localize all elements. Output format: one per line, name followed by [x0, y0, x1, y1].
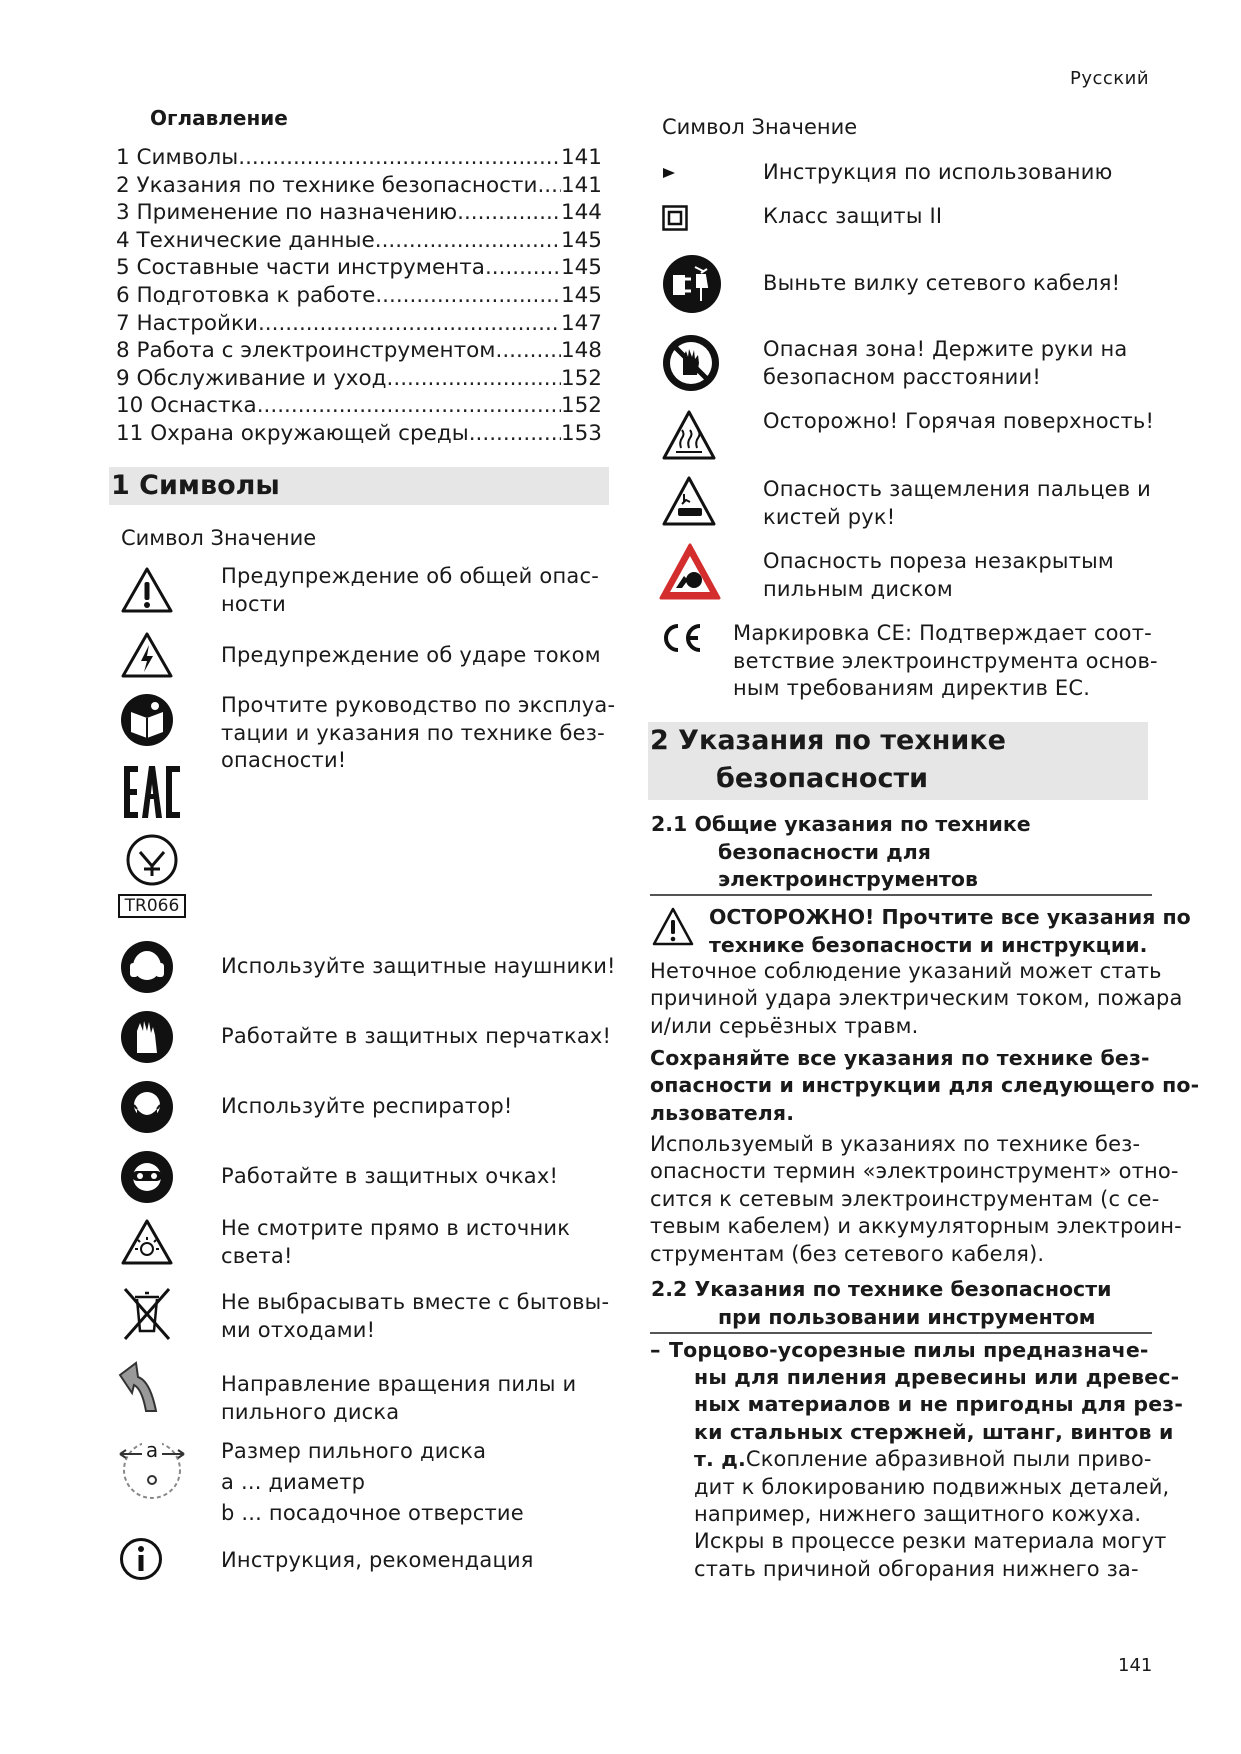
toc-entry-label: 10 Оснастка — [116, 393, 257, 419]
toc-entry-page: 144 — [560, 200, 602, 226]
general-warning-icon — [119, 563, 175, 619]
saw-blade-size-icon — [116, 1432, 188, 1504]
respirator-icon — [119, 1079, 175, 1135]
bullet-line-1: Торцово-усорезные пилы предназначе- — [669, 1338, 1149, 1362]
toc-entry-label: 6 Подготовка к работе — [116, 282, 376, 308]
toc-entry-label: 2 Указания по технике безопасности — [116, 172, 538, 198]
toc-entry[interactable] — [116, 254, 602, 282]
toc-title: Оглавление — [150, 106, 288, 130]
safety-goggles-icon — [119, 1149, 175, 1205]
toc-entry[interactable] — [116, 144, 602, 172]
tr066-label: TR066 — [118, 894, 186, 918]
toc-entry[interactable] — [116, 172, 602, 200]
bullet-body — [694, 1364, 1183, 1583]
toc-entry-page: 148 — [560, 338, 602, 364]
toc-entry-page: 147 — [560, 310, 602, 336]
paragraph: Неточное соблюдение указаний может стать причиной удара электрическим током, пожара и/или серьёзных травм. — [650, 959, 1183, 1038]
toc-entry-page: 141 — [560, 145, 602, 170]
bullet-bold-text: ны для пиления древесины или древес- ных материалов и не пригодны для рез- ки стальных стержней, штанг, винтов и т. д. — [694, 1365, 1184, 1472]
toc-entry-page: 153 — [560, 420, 602, 446]
protection-class-2-icon — [662, 205, 688, 231]
toc-entry[interactable] — [116, 282, 602, 310]
hot-surface-icon — [660, 408, 718, 462]
symbol-description: Не выбрасывать вместе с бытовы- ми отходами! — [221, 1290, 610, 1342]
toc-entry-label: 7 Настройки — [116, 310, 258, 336]
section-2-heading-line: 2 Указания по технике — [650, 725, 1006, 756]
ear-protection-icon — [119, 939, 175, 995]
toc-entry[interactable] — [116, 365, 602, 393]
warning-line: ОСТОРОЖНО! Прочтите все указания по — [709, 905, 1191, 929]
ce-mark-icon — [660, 622, 704, 654]
pinch-hazard-icon — [660, 474, 718, 528]
symbol-description: Опасность пореза незакрытым пильным диском — [763, 549, 1114, 601]
section-2-heading-line: безопасности — [716, 763, 929, 794]
eac-mark-icon — [122, 764, 182, 820]
toc-entry-label: 11 Охрана окружающей среды — [116, 420, 469, 446]
symbol-description: Предупреждение об общей опас- ности — [221, 564, 599, 616]
toc-entry-label: 8 Работа с электроинструментом — [116, 338, 496, 364]
symbol-description: Инструкция по использованию — [763, 160, 1113, 184]
protective-gloves-icon — [119, 1009, 175, 1065]
divider — [650, 1332, 1152, 1334]
toc-entry-label: 9 Обслуживание и уход — [116, 365, 387, 391]
paragraph: Используемый в указаниях по технике без- опасности термин «электроинструмент» отно- сится к сетевым электроинструментам (с се- тевым кабелем) и аккумуляторным электроин- струментам (без сетевого кабеля). — [650, 1132, 1182, 1266]
toc-entry[interactable] — [116, 337, 602, 365]
symbol-column-header: Символ Значение — [121, 526, 317, 550]
symbol-description: Прочтите руководство по эксплуа- тации и указания по технике без- опасности! — [221, 693, 616, 772]
ua-conformity-mark-icon — [118, 832, 186, 918]
light-source-warning-icon — [119, 1215, 175, 1271]
symbol-description: Выньте вилку сетевого кабеля! — [763, 271, 1121, 295]
toc-entry-page: 152 — [560, 393, 602, 419]
symbol-description: Работайте в защитных перчатках! — [221, 1024, 612, 1048]
page-number: 141 — [1118, 1655, 1153, 1676]
subsection-2-1-heading — [651, 811, 1031, 894]
table-of-contents — [116, 144, 602, 448]
electric-shock-warning-icon — [119, 628, 175, 684]
symbol-description: Размер пильного диска а ... диаметр b ... посадочное отверстие — [221, 1439, 524, 1525]
toc-entry[interactable] — [116, 227, 602, 255]
symbol-description: Используйте респиратор! — [221, 1094, 513, 1118]
section-2-heading — [648, 722, 1148, 800]
symbol-description: Используйте защитные наушники! — [221, 954, 616, 978]
symbol-description: Опасная зона! Держите руки на безопасном расстоянии! — [763, 337, 1128, 389]
paragraph-bold: Сохраняйте все указания по технике без- опасности и инструкции для следующего по- льзователя. — [650, 1046, 1200, 1125]
bullet-dash: – — [650, 1338, 661, 1362]
subsection-heading-line: безопасности для — [718, 839, 931, 864]
instruction-arrow-icon — [662, 165, 676, 179]
toc-entry-label: 4 Технические данные — [116, 227, 375, 253]
toc-entry-page: 141 — [560, 172, 602, 198]
toc-entry[interactable] — [116, 420, 602, 448]
symbol-description: Работайте в защитных очках! — [221, 1164, 559, 1188]
subsection-heading-line: при пользовании инструментом — [718, 1304, 1096, 1329]
toc-entry[interactable] — [116, 199, 602, 227]
diameter-label: a — [142, 1438, 162, 1462]
symbol-description: Предупреждение об ударе током — [221, 643, 601, 667]
unplug-icon — [661, 253, 723, 315]
subsection-heading-line: 2.1 Общие указания по технике — [651, 812, 1031, 836]
warning-icon — [651, 906, 695, 948]
toc-entry-page: 145 — [560, 227, 602, 253]
bullet-normal-text: Скопление абразивной пыли приво- дит к блокированию подвижных деталей, например, нижнего защитного кожуха. Искры в процессе резки материала могут стать причиной обгорания нижнего за- — [694, 1447, 1170, 1581]
symbol-column-header: Символ Значение — [662, 115, 858, 139]
info-icon — [119, 1537, 163, 1581]
symbol-description: Класс защиты II — [763, 204, 943, 228]
toc-entry-page: 145 — [560, 255, 602, 281]
symbol-description: Маркировка CE: Подтверждает соот- ветствие электроинструмента основ- ным требованиям директив ЕС. — [733, 621, 1158, 700]
warning-text — [709, 904, 1191, 959]
symbol-description: Осторожно! Горячая поверхность! — [763, 409, 1155, 433]
symbol-description: Инструкция, рекомендация — [221, 1548, 534, 1572]
rotation-arrow-icon — [116, 1359, 172, 1415]
divider — [650, 894, 1152, 896]
section-1-heading: 1 Символы — [109, 467, 609, 505]
toc-entry-label: 3 Применение по назначению — [116, 200, 458, 226]
subsection-heading-line: 2.2 Указания по технике безопасности — [651, 1277, 1112, 1301]
cut-hazard-icon — [658, 542, 722, 602]
keep-hands-away-icon — [661, 333, 721, 393]
symbol-description: Не смотрите прямо в источник света! — [221, 1216, 571, 1268]
toc-entry[interactable] — [116, 310, 602, 338]
toc-entry-page: 152 — [560, 365, 602, 391]
symbol-description: Направление вращения пилы и пильного диска — [221, 1372, 577, 1424]
language-label: Русский — [1070, 68, 1150, 89]
crossed-bin-icon — [119, 1285, 175, 1341]
read-manual-icon — [119, 692, 175, 748]
symbol-description: Опасность защемления пальцев и кистей рук! — [763, 477, 1151, 529]
warning-line: технике безопасности и инструкции. — [709, 932, 1148, 957]
subsection-heading-line: электроинструментов — [718, 867, 978, 891]
subsection-2-2-heading — [651, 1276, 1111, 1331]
toc-entry-label: 1 Символы — [116, 145, 239, 170]
toc-entry-label: 5 Составные части инструмента — [116, 255, 485, 281]
toc-entry[interactable] — [116, 392, 602, 420]
toc-entry-page: 145 — [560, 282, 602, 308]
